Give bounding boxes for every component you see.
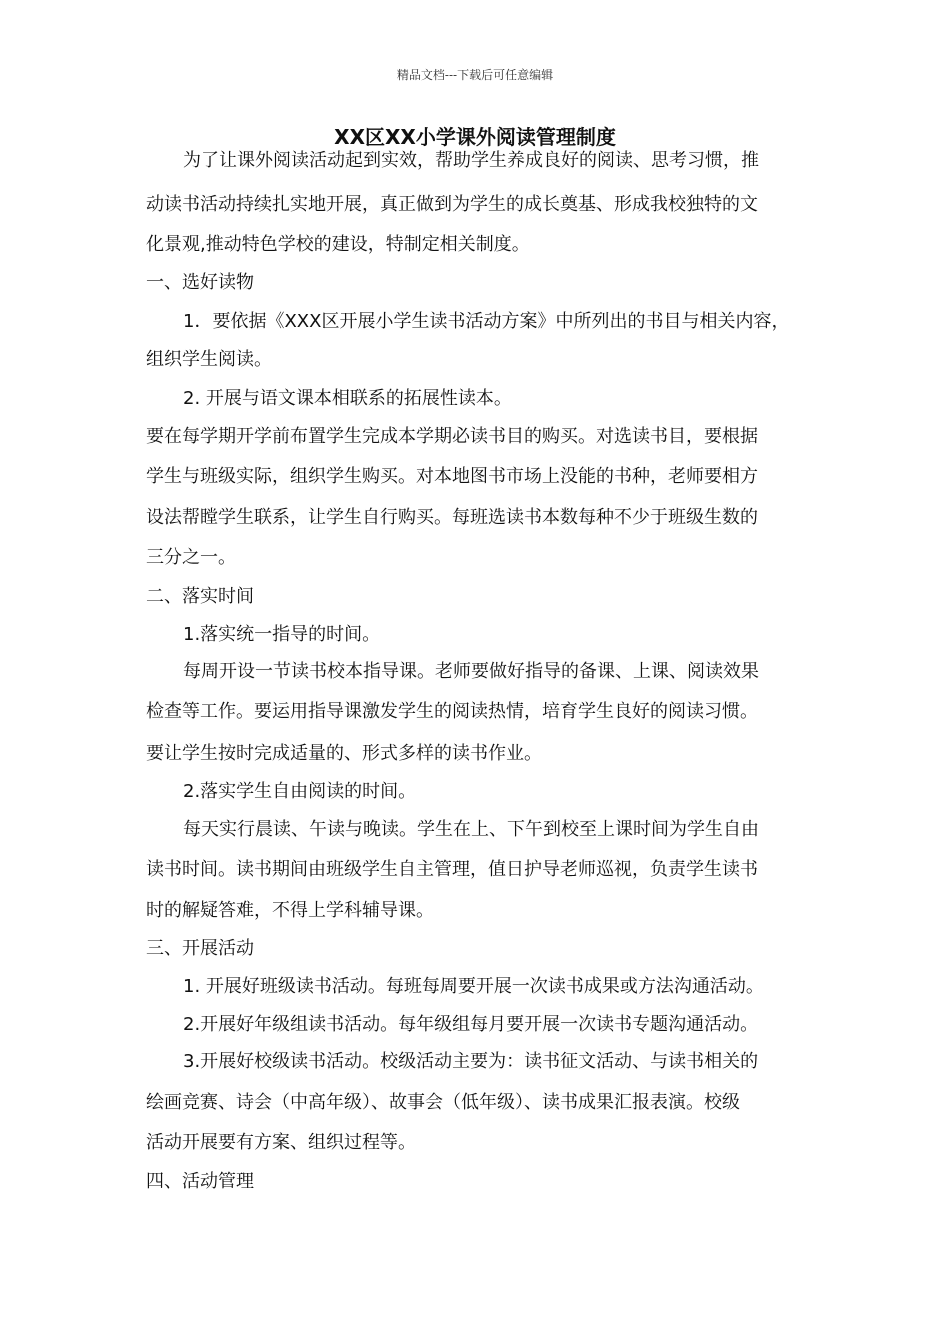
paragraph-line: 要让学生按时完成适量的、形式多样的读书作业。 [146, 743, 542, 764]
paragraph-line: 2.落实学生自由阅读的时间。 [183, 781, 417, 802]
paragraph-line: 每天实行晨读、午读与晚读。学生在上、下午到校至上课时间为学生自由 [183, 819, 759, 840]
paragraph-line: 三分之一。 [146, 547, 236, 568]
paragraph-line: 组织学生阅读。 [146, 349, 272, 370]
paragraph-line: 绘画竞赛、诗会（中高年级）、故事会（低年级）、读书成果汇报表演。校级 [146, 1092, 740, 1113]
paragraph-line: 1. 开展好班级读书活动。每班每周要开展一次读书成果或方法沟通活动。 [183, 976, 764, 997]
paragraph-line: 3.开展好校级读书活动。校级活动主要为：读书征文活动、与读书相关的 [183, 1051, 759, 1072]
paragraph-line: 学生与班级实际，组织学生购买。对本地图书市场上没能的书种，老师要相方 [146, 466, 758, 487]
paragraph-line: 时的解疑答难，不得上学科辅导课。 [146, 900, 434, 921]
paragraph-line: 2. 开展与语文课本相联系的拓展性读本。 [183, 388, 512, 409]
paragraph-line: 设法帮瞠学生联系，让学生自行购买。每班选读书本数每种不少于班级生数的 [146, 507, 758, 528]
section-heading: 四、活动管理 [146, 1171, 254, 1192]
section-heading: 一、选好读物 [146, 272, 254, 293]
paragraph-line: 检查等工作。要运用指导课激发学生的阅读热情，培育学生良好的阅读习惯。 [146, 701, 758, 722]
document-title: XX区XX小学课外阅读管理制度 [334, 125, 616, 149]
section-heading: 二、落实时间 [146, 586, 254, 607]
paragraph-line: 活动开展要有方案、组织过程等。 [146, 1132, 416, 1153]
paragraph-line: 为了让课外阅读活动起到实效，帮助学生养成良好的阅读、思考习惯，推 [183, 150, 759, 171]
paragraph-line: 2.开展好年级组读书活动。每年级组每月要开展一次读书专题沟通活动。 [183, 1014, 759, 1035]
paragraph-line: 化景观,推动特色学校的建设，特制定相关制度。 [146, 234, 530, 255]
paragraph-line: 读书时间。读书期间由班级学生自主管理，值日护导老师巡视，负责学生读书 [146, 859, 758, 880]
paragraph-line: 1.落实统一指导的时间。 [183, 624, 381, 645]
section-heading: 三、开展活动 [146, 938, 254, 959]
paragraph-line: 要在每学期开学前布置学生完成本学期必读书目的购买。对选读书目，要根据 [146, 426, 758, 447]
paragraph-line: 动读书活动持续扎实地开展，真正做到为学生的成长奠基、形成我校独特的文 [146, 194, 758, 215]
paragraph-line: 每周开设一节读书校本指导课。老师要做好指导的备课、上课、阅读效果 [183, 661, 759, 682]
paragraph-line: 1．要依据《XXX区开展小学生读书活动方案》中所列出的书目与相关内容， [183, 311, 790, 332]
page-header: 精品文档---下载后可任意编辑 [396, 68, 554, 82]
